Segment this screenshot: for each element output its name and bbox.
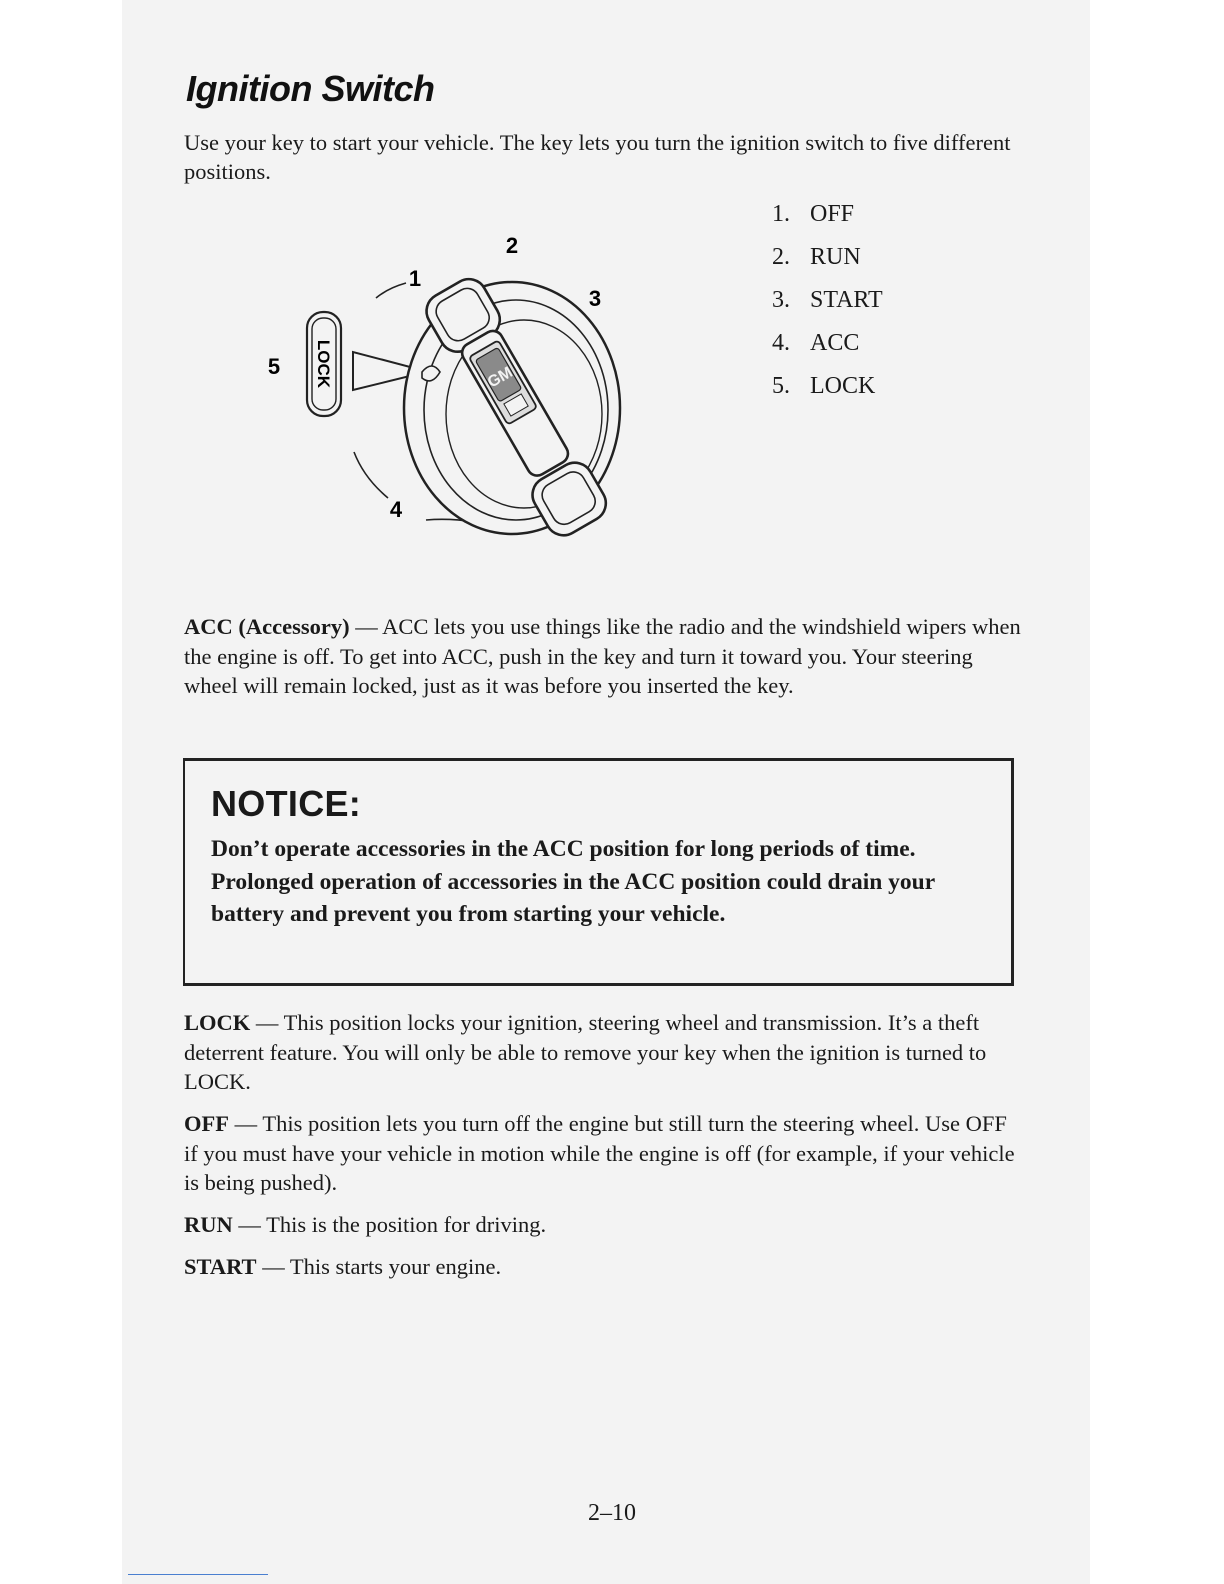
start-term: START bbox=[184, 1254, 257, 1279]
callout-2: 2 bbox=[505, 233, 519, 258]
gm-logo: GM bbox=[484, 363, 516, 392]
notice-title: NOTICE: bbox=[211, 783, 362, 824]
lock-paragraph: LOCK — This position locks your ignition, steering wheel and transmission. It’s a theft deterrent feature. You will only be able to remove your key when the ignition is turned to LOCK. bbox=[184, 1010, 987, 1094]
list-item: 5. LOCK bbox=[772, 373, 876, 399]
off-term: OFF bbox=[184, 1111, 229, 1136]
notice-body: Don’t operate accessories in the ACC position for long periods of time. Prolonged operation of accessories in the ACC position could drain your battery and prevent you from starting your vehicle. bbox=[211, 836, 935, 927]
run-term: RUN bbox=[184, 1212, 233, 1237]
lock-term: LOCK bbox=[184, 1010, 251, 1035]
acc-paragraph bbox=[184, 612, 1024, 701]
list-item: 1. OFF bbox=[772, 201, 855, 227]
run-paragraph: RUN — This is the position for driving. bbox=[184, 1212, 547, 1237]
start-paragraph: START — This starts your engine. bbox=[184, 1254, 502, 1279]
ignition-switch-illustration bbox=[250, 220, 640, 550]
bottom-rule bbox=[128, 1574, 268, 1575]
off-paragraph: OFF — This position lets you turn off the engine but still turn the steering wheel. Use OFF if you must have your vehicle in motion while the engine is off (for example, if your vehicle is being pushed). bbox=[184, 1111, 1015, 1195]
section-title: Ignition Switch bbox=[186, 68, 435, 109]
leader-line-4 bbox=[354, 452, 388, 498]
callout-4: 4 bbox=[389, 497, 403, 522]
intro-paragraph: Use your key to start your vehicle. The key lets you turn the ignition switch to five different positions. bbox=[184, 130, 1011, 184]
list-item: 4. ACC bbox=[772, 330, 860, 356]
leader-line-1 bbox=[376, 283, 406, 298]
notice-box bbox=[183, 758, 1014, 986]
page-number: 2–10 bbox=[588, 1500, 636, 1526]
callout-5: 5 bbox=[267, 354, 281, 379]
acc-term: ACC (Accessory) bbox=[184, 614, 350, 639]
callout-3: 3 bbox=[588, 286, 602, 311]
positions-list bbox=[772, 196, 883, 411]
list-item: 2. RUN bbox=[772, 244, 861, 270]
callout-1: 1 bbox=[408, 266, 422, 291]
lock-badge bbox=[307, 312, 341, 416]
acc-text: — ACC lets you use things like the radio and the windshield wipers when the engine is off. To get into ACC, push in the key and turn it toward you. Your steering wheel will remain locked, just as it was before you inserted the key. bbox=[184, 614, 1021, 698]
list-item: 3. START bbox=[772, 287, 883, 313]
lock-badge-label: LOCK bbox=[314, 339, 333, 389]
